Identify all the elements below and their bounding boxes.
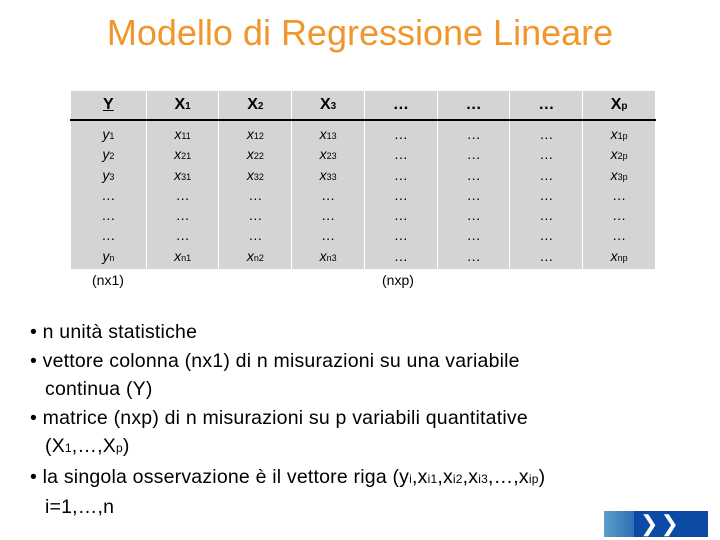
matrix-entry-symbol: … — [466, 186, 481, 203]
matrix-entry — [147, 165, 219, 185]
matrix-entry — [292, 124, 364, 144]
bullet-continuation — [30, 432, 710, 463]
bullet-item: • vettore colonna (nx1) di n misurazioni su una variabile — [30, 349, 520, 372]
matrix-entry-subscript: 13 — [326, 131, 337, 141]
subscript-text: ip — [528, 471, 539, 486]
matrix-entry-symbol: x — [246, 166, 254, 183]
matrix-entry-symbol: … — [175, 186, 190, 203]
matrix-entry — [71, 246, 146, 266]
inline-text: ,x — [412, 465, 428, 488]
matrix-column-cell — [219, 120, 292, 270]
matrix-entry — [365, 225, 437, 245]
slide-nav-bar[interactable] — [604, 511, 708, 537]
matrix-entry-symbol: x — [246, 247, 254, 264]
matrix-entry — [71, 165, 146, 185]
data-matrix-table — [70, 90, 656, 270]
matrix-header-text: X — [319, 96, 331, 113]
matrix-entry — [438, 144, 510, 164]
matrix-header-text: … — [465, 96, 482, 113]
matrix-entry-subscript: n — [109, 252, 115, 263]
matrix-entry — [438, 165, 510, 185]
matrix-entry — [583, 144, 655, 164]
matrix-entry-subscript: n2 — [253, 252, 264, 263]
matrix-entry — [583, 225, 655, 245]
bullet-continuation: continua (Y) — [45, 378, 153, 400]
chevron-right-icon[interactable]: ❯ — [660, 511, 679, 536]
matrix-entry-subscript: 1p — [617, 131, 628, 141]
matrix-entry — [510, 246, 582, 266]
matrix-header-cell — [292, 91, 365, 121]
matrix-header-text: … — [538, 96, 555, 113]
matrix-entry — [438, 185, 510, 205]
matrix-body-row — [71, 120, 656, 270]
matrix-entry — [510, 225, 582, 245]
matrix-entry — [219, 205, 291, 225]
matrix-entry — [583, 185, 655, 205]
matrix-entry — [438, 124, 510, 144]
matrix-entry-symbol: y — [102, 146, 110, 163]
matrix-entry-symbol: x — [610, 247, 618, 264]
matrix-entry-symbol: … — [539, 146, 554, 163]
matrix-entry-symbol: … — [466, 146, 481, 163]
matrix-entry-symbol: x — [610, 126, 618, 142]
matrix-header-cell — [364, 91, 437, 121]
matrix-entry-symbol: y — [102, 126, 110, 142]
matrix-header-text: X — [174, 96, 186, 113]
matrix-entry — [583, 246, 655, 266]
matrix-entry — [292, 165, 364, 185]
subscript-text: i1 — [427, 471, 438, 486]
matrix-entry — [147, 225, 219, 245]
matrix-entry-symbol: … — [466, 227, 481, 244]
inline-text: (X — [45, 435, 65, 457]
bullet-item — [30, 463, 710, 494]
matrix-entry-symbol: y — [102, 247, 110, 264]
matrix-entry — [365, 144, 437, 164]
matrix-header-cell — [583, 91, 656, 121]
matrix-entry-symbol: … — [539, 166, 554, 183]
matrix-entry-symbol: x — [174, 166, 182, 183]
matrix-entry — [71, 144, 146, 164]
slide-title: Modello di Regressione Lineare — [106, 12, 614, 53]
matrix-entry — [147, 205, 219, 225]
matrix-entry-symbol: … — [466, 207, 481, 224]
matrix-header-text: Y — [103, 96, 114, 113]
matrix-entry-subscript: 32 — [253, 171, 264, 182]
matrix-header-text: X — [610, 96, 622, 113]
subscript-text: 1 — [64, 441, 72, 455]
matrix-entry-symbol: … — [539, 126, 554, 142]
matrix-entry-subscript: 21 — [181, 151, 192, 162]
matrix-entry-subscript: 3 — [109, 171, 115, 182]
bullet-item: • n unità statistiche — [30, 321, 198, 343]
inline-text: • la singola osservazione è il vettore riga (y — [30, 465, 410, 488]
matrix-entry-symbol: y — [102, 166, 110, 183]
matrix-entry-symbol: … — [393, 166, 408, 183]
matrix-entry-symbol: … — [466, 247, 481, 264]
matrix-column-cell — [583, 120, 656, 270]
matrix-entry-subscript: 22 — [253, 151, 264, 162]
matrix-column-cell — [510, 120, 583, 270]
y-dimension-label: (nx1) — [92, 272, 124, 288]
matrix-entry-symbol: … — [175, 207, 190, 224]
matrix-entry-symbol: x — [319, 166, 327, 183]
matrix-entry-subscript: 31 — [181, 171, 192, 182]
matrix-entry-symbol: … — [466, 166, 481, 183]
matrix-entry-symbol: … — [101, 207, 116, 224]
bullet-list — [30, 318, 710, 522]
matrix-column-cell — [437, 120, 510, 270]
matrix-entry-subscript: np — [617, 252, 628, 263]
matrix-entry-symbol: x — [174, 126, 182, 142]
subscript-text: p — [115, 441, 123, 455]
matrix-entry — [219, 246, 291, 266]
matrix-entry-symbol: x — [174, 247, 182, 264]
matrix-header-subscript: 3 — [330, 101, 337, 112]
matrix-header-cell — [510, 91, 583, 121]
x-dimension-label: (nxp) — [382, 272, 414, 288]
matrix-entry-symbol: … — [539, 247, 554, 264]
inline-text: ,x — [462, 465, 479, 488]
matrix-entry-symbol: … — [101, 186, 116, 203]
inline-text: ,…,x — [487, 465, 529, 488]
matrix-entry-symbol: x — [174, 146, 182, 163]
matrix-entry-symbol: … — [539, 186, 554, 203]
matrix-header-cell — [219, 91, 292, 121]
matrix-entry — [583, 165, 655, 185]
matrix-entry-symbol: … — [466, 126, 481, 142]
matrix-entry-symbol: … — [393, 207, 408, 224]
matrix-entry-symbol: … — [393, 227, 408, 244]
matrix-entry-subscript: n1 — [181, 252, 192, 263]
matrix-entry — [292, 225, 364, 245]
matrix-entry-symbol: … — [612, 207, 627, 224]
matrix-entry — [147, 124, 219, 144]
matrix-entry-symbol: x — [610, 166, 618, 183]
matrix-entry-symbol: … — [101, 227, 116, 244]
matrix-entry-symbol: … — [248, 227, 263, 244]
matrix-header-text: … — [392, 96, 409, 113]
matrix-entry-subscript: 12 — [253, 131, 264, 141]
matrix-entry — [438, 225, 510, 245]
matrix-entry — [510, 124, 582, 144]
nav-bar-gradient — [604, 511, 634, 537]
bullet-item: • matrice (nxp) di n misurazioni su p variabili quantitative — [30, 406, 528, 429]
matrix-entry — [219, 144, 291, 164]
matrix-entry — [365, 246, 437, 266]
matrix-entry-symbol: … — [612, 186, 627, 203]
matrix-header-subscript: p — [621, 101, 628, 112]
subscript-text: i3 — [478, 471, 488, 486]
matrix-entry-symbol: x — [319, 126, 327, 142]
matrix-entry-symbol: … — [248, 207, 263, 224]
matrix-entry — [219, 185, 291, 205]
subscript-text: i — [409, 471, 412, 486]
matrix-entry-subscript: 23 — [326, 151, 337, 162]
matrix-entry-symbol: … — [393, 247, 408, 264]
inline-text: ,…,X — [71, 435, 116, 457]
matrix-entry-symbol: … — [612, 227, 627, 244]
matrix-entry-symbol: x — [246, 146, 254, 163]
matrix-entry-subscript: 3p — [617, 171, 628, 182]
matrix-header-cell — [71, 91, 147, 121]
matrix-entry-subscript: 11 — [181, 131, 191, 141]
chevron-right-icon[interactable]: ❯ — [640, 511, 659, 536]
matrix-entry — [292, 185, 364, 205]
matrix-entry — [292, 246, 364, 266]
matrix-entry — [71, 205, 146, 225]
matrix-entry-symbol: x — [319, 247, 327, 264]
matrix-entry — [71, 124, 146, 144]
matrix-entry — [71, 225, 146, 245]
matrix-entry — [147, 246, 219, 266]
matrix-entry — [365, 185, 437, 205]
matrix-entry — [365, 165, 437, 185]
inline-text: ) — [538, 465, 546, 488]
matrix-entry-symbol: … — [321, 186, 336, 203]
matrix-header-row — [71, 91, 656, 121]
matrix-entry-subscript: n3 — [326, 252, 337, 263]
matrix-column-cell — [364, 120, 437, 270]
matrix-entry — [292, 205, 364, 225]
matrix-entry — [365, 205, 437, 225]
matrix-header-subscript: 1 — [185, 101, 191, 112]
matrix-entry — [219, 124, 291, 144]
matrix-header-text: X — [247, 96, 258, 113]
matrix-entry-symbol: x — [246, 126, 254, 142]
matrix-entry — [292, 144, 364, 164]
matrix-entry — [219, 225, 291, 245]
matrix-entry-symbol: x — [610, 146, 618, 163]
matrix-entry — [510, 185, 582, 205]
matrix-entry-symbol: … — [248, 186, 263, 203]
matrix-column-cell — [146, 120, 219, 270]
matrix-entry — [147, 144, 219, 164]
matrix-entry-symbol: … — [321, 207, 336, 224]
matrix-entry-symbol: x — [319, 146, 327, 163]
matrix-entry-symbol: … — [393, 146, 408, 163]
matrix-entry-symbol: … — [393, 186, 408, 203]
matrix-entry-subscript: 33 — [326, 171, 337, 182]
bullet-continuation: i=1,…,n — [45, 496, 115, 518]
matrix-entry-subscript: 2 — [109, 151, 115, 162]
matrix-entry-symbol: … — [393, 126, 408, 142]
matrix-entry — [438, 246, 510, 266]
matrix-entry — [510, 165, 582, 185]
inline-text: ) — [122, 435, 130, 457]
matrix-entry-symbol: … — [539, 207, 554, 224]
matrix-header-subscript: 2 — [257, 101, 264, 112]
matrix-entry — [147, 185, 219, 205]
matrix-entry-symbol: … — [175, 227, 190, 244]
matrix-entry-symbol: … — [321, 227, 336, 244]
subscript-text: i2 — [452, 471, 463, 486]
matrix-entry — [583, 124, 655, 144]
matrix-entry — [510, 144, 582, 164]
matrix-entry — [365, 124, 437, 144]
inline-text: ,x — [437, 465, 453, 488]
matrix-entry-subscript: 2p — [617, 151, 628, 162]
matrix-entry — [71, 185, 146, 205]
matrix-entry-subscript: 1 — [109, 131, 115, 141]
matrix-entry-symbol: … — [539, 227, 554, 244]
matrix-entry — [219, 165, 291, 185]
matrix-entry — [510, 205, 582, 225]
matrix-header-cell — [146, 91, 219, 121]
matrix-column-cell — [71, 120, 147, 270]
matrix-column-cell — [292, 120, 365, 270]
matrix-entry — [438, 205, 510, 225]
matrix-header-cell — [437, 91, 510, 121]
matrix-entry — [583, 205, 655, 225]
